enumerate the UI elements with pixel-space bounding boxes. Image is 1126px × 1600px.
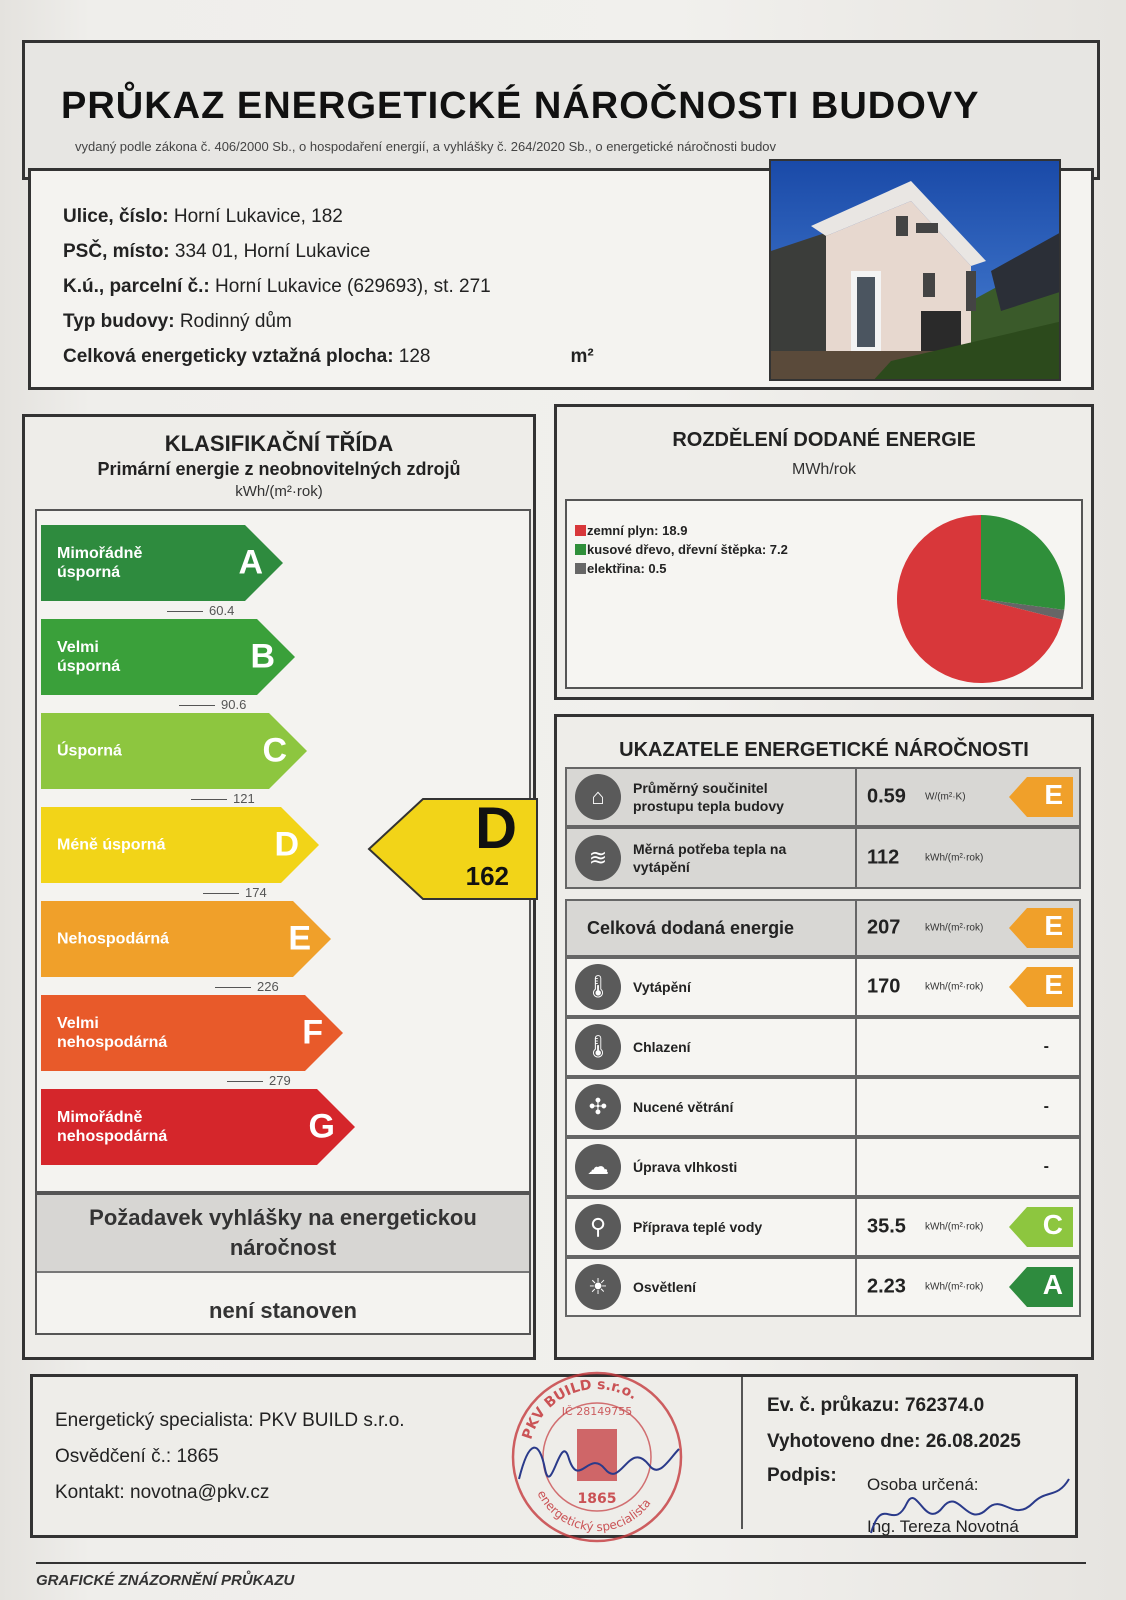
- building-photo: [769, 159, 1061, 381]
- class-label: Úsporná: [57, 742, 122, 760]
- class-threshold: 121: [191, 791, 255, 806]
- classification-subtitle: Primární energie z neobnovitelných zdrojů: [97, 459, 461, 479]
- legend-item: [575, 540, 788, 559]
- indicators-box: [554, 714, 1094, 1360]
- bulb-icon: ☀: [575, 1264, 621, 1310]
- building-info: [63, 199, 594, 374]
- indicator-row: [565, 1257, 1081, 1317]
- indicator-row: [565, 827, 1081, 889]
- indicator-name: Příprava teplé vody: [633, 1219, 763, 1235]
- indicator-name: Chlazení: [633, 1039, 691, 1055]
- indicator-empty: -: [1043, 1038, 1049, 1055]
- class-badge: C: [1009, 1207, 1073, 1247]
- indicator-value: 2.23: [867, 1275, 906, 1298]
- indicator-row: [565, 957, 1081, 1017]
- energy-split-unit: MWh/rok: [792, 461, 856, 478]
- indicator-name: Celková dodaná energie: [587, 918, 795, 938]
- footer-box: [30, 1374, 1078, 1538]
- area-unit: m²: [570, 346, 594, 367]
- class-label: Velmi úsporná: [57, 639, 121, 675]
- stamp-ic: IČ 28149755: [561, 1405, 633, 1418]
- class-label: Mimořádně nehospodárná: [57, 1109, 168, 1145]
- class-letter: D: [274, 825, 299, 864]
- indicator-unit: kWh/(m²·rok): [925, 852, 984, 864]
- pie-legend: [575, 521, 788, 578]
- stamp-bottom-text: energetický specialista: [534, 1487, 654, 1535]
- specialist-value: PKV BUILD s.r.o.: [258, 1410, 405, 1431]
- indicator-name: Vytápění: [633, 979, 691, 995]
- class-label: Nehospodárná: [57, 930, 170, 948]
- pie-chart-area: [565, 499, 1083, 689]
- building-info-box: [28, 168, 1094, 390]
- legend-text: elektřina: 0.5: [587, 561, 667, 576]
- indicator-value: 207: [867, 916, 901, 939]
- thermometer-minus-icon: 🌡: [575, 1024, 621, 1070]
- ku-value: Horní Lukavice (629693), st. 271: [215, 276, 491, 297]
- class-label: Velmi nehospodárná: [57, 1015, 168, 1051]
- class-badge: E: [1009, 908, 1073, 948]
- class-threshold: 60.4: [167, 603, 234, 618]
- class-arrow-g: [41, 1089, 357, 1165]
- indicator-value: 112: [867, 846, 900, 869]
- classification-unit: kWh/(m²·rok): [235, 483, 323, 500]
- stamp-number: 1865: [577, 1491, 617, 1507]
- contact-label: Kontakt:: [55, 1482, 125, 1503]
- page-title: PRŮKAZ ENERGETICKÉ NÁROČNOSTI BUDOVY: [61, 85, 980, 127]
- indicator-name: Úprava vlhkosti: [633, 1159, 738, 1175]
- legend-swatch: [575, 563, 586, 574]
- class-letter: F: [302, 1013, 323, 1052]
- certificate-info: [741, 1377, 1077, 1536]
- requirement-title: Požadavek vyhlášky na energetickou náročnost: [89, 1205, 477, 1260]
- indicator-row: [565, 1197, 1081, 1257]
- class-badge: A: [1009, 1267, 1073, 1307]
- requirement-box: [35, 1193, 531, 1335]
- current-class-value: 162: [465, 861, 509, 891]
- class-letter: C: [262, 731, 287, 770]
- bottom-divider: [36, 1562, 1086, 1564]
- indicator-unit: kWh/(m²·rok): [925, 981, 984, 993]
- person-label: Osoba určená:: [867, 1475, 979, 1494]
- indicator-name: Osvětlení: [633, 1279, 697, 1295]
- type-value: Rodinný dům: [179, 311, 292, 332]
- area-value: 128: [398, 346, 431, 367]
- class-letter: E: [288, 919, 311, 958]
- date-label: Vyhotoveno dne:: [767, 1431, 921, 1452]
- indicator-value: 170: [867, 975, 901, 998]
- house-icon: ⌂: [575, 774, 621, 820]
- energy-split-title: ROZDĚLENÍ DODANÉ ENERGIE: [672, 429, 976, 451]
- psc-label: PSČ, místo:: [63, 241, 170, 262]
- indicator-name: Průměrný součinitel prostupu tepla budovy: [633, 780, 784, 814]
- energy-split-box: [554, 404, 1094, 700]
- legend-item: [575, 521, 788, 540]
- class-arrow-a: [41, 525, 285, 601]
- class-letter: B: [250, 637, 275, 676]
- energy-class-scale: [35, 509, 531, 1193]
- indicator-value: 35.5: [867, 1215, 906, 1238]
- indicator-row: [565, 899, 1081, 957]
- indicator-empty: -: [1043, 1098, 1049, 1115]
- indicator-row: [565, 767, 1081, 827]
- legend-swatch: [575, 544, 586, 555]
- faucet-icon: ⚲: [575, 1204, 621, 1250]
- indicators-title: UKAZATELE ENERGETICKÉ NÁROČNOSTI: [619, 739, 1029, 761]
- class-threshold: 90.6: [179, 697, 246, 712]
- area-label: Celková energeticky vztažná plocha:: [63, 346, 394, 367]
- specialist-info: [55, 1403, 405, 1511]
- indicator-row: [565, 1137, 1081, 1197]
- class-badge: E: [1009, 777, 1073, 817]
- indicator-name: Nucené větrání: [633, 1099, 734, 1115]
- humidity-icon: ☁: [575, 1144, 621, 1190]
- class-arrow-b: [41, 619, 297, 695]
- heating-need-icon: ≋: [575, 835, 621, 881]
- bottom-label: GRAFICKÉ ZNÁZORNĚNÍ PRŮKAZU: [36, 1572, 295, 1589]
- class-threshold: 279: [227, 1073, 291, 1088]
- street-value: Horní Lukavice, 182: [173, 206, 343, 227]
- indicator-name: Měrná potřeba tepla na vytápění: [633, 841, 787, 875]
- class-label: Méně úsporná: [57, 836, 166, 854]
- indicator-row: [565, 1077, 1081, 1137]
- contact-value: novotna@pkv.cz: [130, 1482, 270, 1503]
- requirement-value: není stanoven: [37, 1271, 529, 1333]
- indicator-unit: kWh/(m²·rok): [925, 1221, 984, 1233]
- class-arrow-d: [41, 807, 321, 883]
- date-value: 26.08.2025: [925, 1431, 1021, 1452]
- legend-item: [575, 559, 788, 578]
- indicator-unit: kWh/(m²·rok): [925, 1281, 984, 1293]
- pie-chart: [895, 513, 1067, 685]
- class-letter: G: [308, 1107, 335, 1146]
- indicator-empty: -: [1043, 1158, 1049, 1175]
- psc-value: 334 01, Horní Lukavice: [174, 241, 371, 262]
- street-label: Ulice, číslo:: [63, 206, 169, 227]
- current-class-letter: D: [475, 796, 517, 861]
- handwritten-signature-icon: [863, 1473, 1073, 1543]
- class-arrow-e: [41, 901, 333, 977]
- ku-label: K.ú., parcelní č.:: [63, 276, 210, 297]
- fan-icon: ✣: [575, 1084, 621, 1130]
- legend-swatch: [575, 525, 586, 536]
- indicator-row: [565, 1017, 1081, 1077]
- cert-label: Osvědčení č.:: [55, 1446, 172, 1467]
- page-subtitle: vydaný podle zákona č. 406/2000 Sb., o hospodaření energií, a vyhlášky č. 264/2020 Sb., o energetické náročnosti budov: [75, 139, 777, 154]
- class-arrow-f: [41, 995, 345, 1071]
- type-label: Typ budovy:: [63, 311, 175, 332]
- class-label: Mimořádně úsporná: [57, 545, 143, 581]
- class-badge: E: [1009, 967, 1073, 1007]
- cert-value: 1865: [176, 1446, 219, 1467]
- thermometer-plus-icon: 🌡: [575, 964, 621, 1010]
- class-threshold: 226: [215, 979, 279, 994]
- ev-value: 762374.0: [904, 1395, 985, 1416]
- class-threshold: 174: [203, 885, 267, 900]
- ev-label: Ev. č. průkazu:: [767, 1395, 900, 1416]
- class-letter: A: [238, 543, 263, 582]
- specialist-stamp: [509, 1369, 685, 1545]
- stamp-top-text: PKV BUILD s.r.o.: [519, 1376, 640, 1442]
- sign-label: Podpis:: [767, 1465, 837, 1486]
- classification-box: [22, 414, 536, 1360]
- pie-slice: [981, 515, 1065, 610]
- current-class-marker: [367, 797, 539, 901]
- indicator-unit: kWh/(m²·rok): [925, 922, 984, 934]
- specialist-label: Energetický specialista:: [55, 1410, 254, 1431]
- person-name: Ing. Tereza Novotná: [867, 1517, 1019, 1536]
- legend-text: kusové dřevo, dřevní štěpka: 7.2: [587, 542, 788, 557]
- indicator-value: 0.59: [867, 785, 906, 808]
- class-arrow-c: [41, 713, 309, 789]
- legend-text: zemní plyn: 18.9: [587, 523, 688, 538]
- indicator-unit: W/(m²·K): [925, 791, 966, 803]
- classification-title: KLASIFIKAČNÍ TŘÍDA: [164, 431, 394, 456]
